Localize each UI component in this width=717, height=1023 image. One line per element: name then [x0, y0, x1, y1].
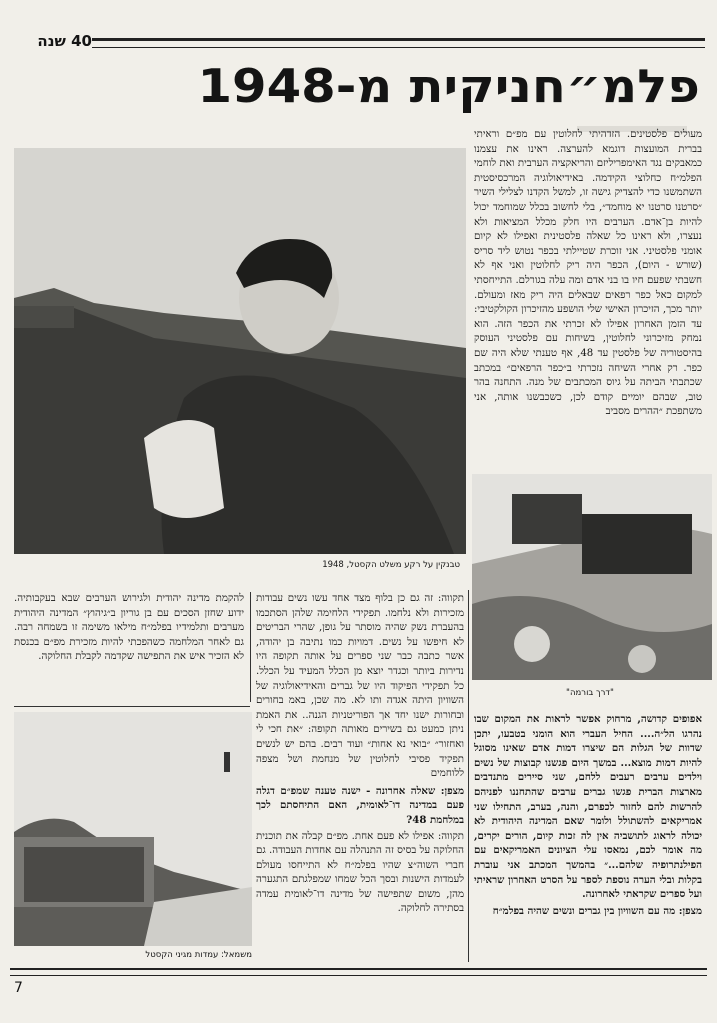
- column-divider: [250, 592, 251, 702]
- footer-rule: [10, 968, 707, 976]
- article-column-right-bottom: [474, 712, 702, 962]
- castel-photo: [14, 712, 252, 946]
- series-label: 40 שנה: [37, 32, 92, 50]
- header-rule: [92, 38, 705, 48]
- main-photo-caption: טבנקין על רקע משלט הקסטל, 1948: [322, 560, 460, 570]
- column-divider: [468, 590, 469, 962]
- bulldozer-photo-image: [472, 474, 712, 680]
- article-column-left: [14, 592, 244, 702]
- bulldozer-photo: [472, 474, 712, 680]
- castel-caption: משמאל: עמדות מגיני הקסטל: [145, 950, 252, 960]
- main-photo-image: [14, 148, 466, 554]
- paragraph: תקווה: אפילו לא פעם אחת. מפ״ם קבלה את תוכנית החלוקה על בסיס זה התנהלה עם אחדות העבודה. גם חברי השוה״צ שהיו בפלמ״ח לא התייחסו מעולם לעמדות הישנות ובסך הכל שמחו שמפלגתם התגערה מהן, משום שתפישה של מדינה דו־לאומית עמדה בסתירה לחלוקה.: [256, 830, 464, 915]
- paragraph: אפופים קדושה, מרחוק אפשר לראות את המקום שבו נהרגו הל״ה.... החיל העברי הוא הומני בטבעו, יתכן שדוות של הגלות הם שיצרו דמות אדם שאינו מסוגל להיות דמות מוצא... במשך היום פגשנו קבוצות של נשים וילדים ערבים רעבים ללחם, שני סיירים מתנדבים מארצות הברית פגשו גברים ערבים שהתחננו לפניהם להרשות להם לחזור לכפרם, והנה, בערב, התחילו שני אמריקאים להשתולל ולומר שאם המדינה היהודית לא יכולה לראוג לתושביה אין לה זכות קיום, הורים יקרים, מה אומר לכם, נמאסו עלי הציונים האמריקאים עם הפילנתרופיה שלהם...״ בהמשך המכתב אני עוברת בקלות ובלי הערה נוספת לספר על הסרט האחרון שראיתי ועל ספרים שקראתי לאחרונה.: [474, 713, 702, 901]
- page-number: 7: [14, 980, 23, 996]
- section-divider: [14, 706, 250, 707]
- article-column-right-top: [474, 128, 702, 472]
- interview-question: מצפן: שאלה אחרונה - ישנה טענה שמפ״ם דגלה פעם במדינה דו־לאומית, האם התיחסתם לכך במלחמת 48?: [256, 784, 464, 826]
- castel-photo-image: [14, 712, 252, 946]
- page-title: פלמ״חניקית מ-1948: [197, 59, 700, 113]
- paragraph: תקווה: זה גם כן בלוף מצד אחד עשו נשים עבודות מזכירות ולא נלחמו. תפקידי הלחימה שלהן הסתכמו בהעברת נשק שהיה מוסתר על גופן, שהרי הבריטים לא חיפשו על נשים. דמויות כמו נתיבה בן יהודה, אשר כתבה כבר שני ספרים על אותה תקופה היו נדירות ביותר וכגדר יוצא מן הכלל המעיד על הכלל. כל תפקידי הפיקוד היו של גברים והאידיאולוגיה של השוויון היתה אגדה ותו לא. מה שכן, באמ בחורים ובחורות ישנו יחד אך הפוריטניות הגנה.. את האמת ניתן כמעט גם בשירים מאותה תקופה: ״את חכי לי ואחזור״ ״בואי נא אחות״ ועוד רבים. בהם יש לנשים תפקיד פסיבי לחלוטין של מנחמת ושל מצפה ללוחמים: [256, 593, 464, 780]
- interview-question: מצפן: מה עם השוויון בין גברים ונשים שהיה בפלמ״ח: [492, 904, 702, 917]
- article-column-middle: [256, 592, 464, 962]
- main-photo: [14, 148, 466, 554]
- paragraph: מעולים פלסטינים. הזדהיתי לחלוטין עם מפ״ם וראיתי בברית המועצות דוגמא להערצה. ראינו את עצמנו כמאבקים נגד האימפריליזם והריאקציה הערבית ואת לוחמי הפלמ״ח כחלוצי הקידמה. באידיאולוגיה המרכסיסטית השתמשנו כדי להצדיק גישה זו, למשל הקדנו לצלילי השיר ״סרטנו סרטנו יא מוחמד״, בלי לחשוב בכלל שמוחמד יכול להיות בן־אדם. הערבים היו חלק מכלל המציאות ולא נעצרו, ולא ראינו כל שאלה פלסטינית ואפילו לא קיום אומני פלסטיני. אני זוכרת שטיילתי בכפר נטוש ליד סריס (שורש - היום), הכפר היה ריק לחלוטין ואני אף לא חשבתי שפעם חיו בו בני אדם ומה עלה בגורלם. התייחסתי למקום כאל כפר רפאים שבאלים היה ריק מאז ומעולם. יותר מכך, הזיכרון האישי שלי הושפע מהזיכרון הקולקטיבי: עד הזמן האחרון אפילו לא זכרתי את הכפר הזה. הוא נמחק מזיכרוני לחלוטין, בשיחות עם פלסטיני העוסק בהיסטוריה של פלסטין עד 48, אף טענתי שלא היה שם כפר. רק אחרי השיחה נזכרתי ב״כפר הרפאים״ במכתב שכתבתי הביתה על גיוס המכתבים של מנה. התחנה בהר טוב, שבהם יומיים קודם לכן, כשכבשנו אותה, אני משתפכת ״ההרים מסביב: [474, 129, 702, 418]
- paragraph: להקמת מדינה יהודית ולגירוש הערבים שבא בעקבותיה. ידוע שחזן הסכים עם בן גוריון ב״גיהוץ״ המדינה היהודית מערבים ותלמידיו בפלמ״ח מילאו משימה זו בשמחה רבה. גם לאחר המלחמה כשהפכתי להיות מזכירת מפ״ם בכנסת לא הזכיר איש את התפישה שקדמה לקבלת החלוקה.: [14, 593, 244, 663]
- bulldozer-caption: "דרך בורמה": [566, 688, 614, 698]
